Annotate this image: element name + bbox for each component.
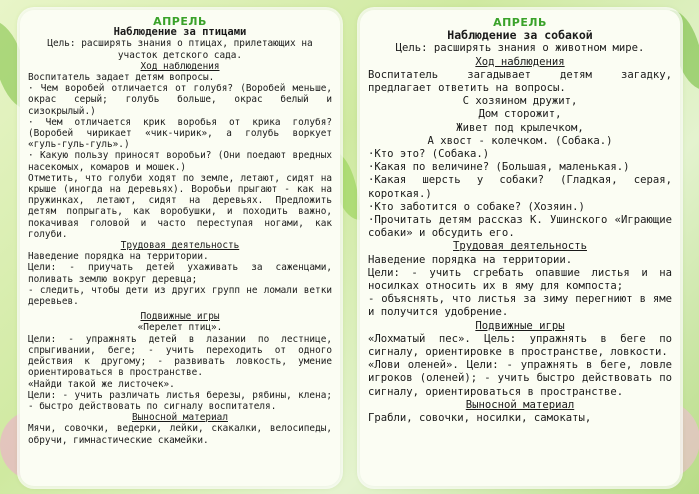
paragraph: - следить, чтобы дети из других групп не ломали ветки деревьев. <box>28 284 332 308</box>
paragraph: «Найди такой же листочек». <box>28 378 175 390</box>
question-item: ·Кто заботится о собаке? (Хозяин.) <box>368 200 585 213</box>
verse-line: А хвост - колечком. (Собака.) <box>427 134 613 147</box>
goal-text: Цель: расширять знания о животном мире. <box>395 42 645 55</box>
verse-line: С хозяином дружит, <box>462 95 578 108</box>
section-heading-games: Подвижные игры <box>140 311 220 323</box>
page-title: Наблюдение за птицами <box>113 26 247 39</box>
paragraph: Цели: - приучать детей ухаживать за саженцами, поливать землю вокруг деревца; <box>28 262 332 285</box>
left-page <box>20 10 340 486</box>
section-heading-work: Трудовая деятельность <box>453 240 587 253</box>
question-item: ·Какая по величине? (Большая, маленькая.) <box>368 161 630 174</box>
question-item: ·Прочитать детям рассказ К. Ушинского «Играющие собаки» и обсудить его. <box>368 214 672 240</box>
section-heading-material: Выносной материал <box>465 398 575 411</box>
paragraph: Цели: - упражнять детей в лазании по лестнице, спрыгивании, беге; - учить переходить от одного действия к другому; - развивать ловкость, умение ориентироваться в пространстве. <box>28 333 332 379</box>
page-title: Наблюдение за собакой <box>447 28 593 43</box>
paragraph: Цели: - учить сгребать опавшие листья и на носилках относить их в яму для компоста; <box>368 266 672 293</box>
question-item: ·Какая шерсть у собаки? (Гладкая, серая, короткая.) <box>368 174 672 200</box>
paragraph: · Чем воробей отличается от голубя? (Воробей меньше, окрас серый; голубь больше, окрас белый и сизокрылый.) <box>28 83 332 117</box>
paragraph: «Перелет птиц». <box>137 322 223 334</box>
section-heading-work: Трудовая деятельность <box>120 240 240 252</box>
paragraph: Воспитатель загадывает детям загадку, предлагает ответить на вопросы. <box>368 68 672 95</box>
paragraph: Грабли, совочки, носилки, самокаты, <box>368 412 592 425</box>
month-label: АПРЕЛЬ <box>153 15 207 28</box>
paragraph: Цели: - учить различать листья березы, рябины, клена; - быстро действовать по сигналу воспитателя. <box>28 389 332 412</box>
paragraph: «Лови оленей». Цели: - упражнять в беге, ловле игроков (оленей); - учить быстро действовать по сигналу, ориентироваться в пространстве. <box>368 359 672 398</box>
verse-line: Дом сторожит, <box>478 108 562 121</box>
paragraph: Отметить, что голуби ходят по земле, летают, сидят на крыше (иногда на деревьях). Воробьи прыгают - как на пружинках, летают, сидят на деревьях. Предложить детям попрыгать, как воробушки, и походить важно, покачивая головой и часто переступая ногами, как голуби. <box>28 172 332 240</box>
paragraph: Мячи, совочки, ведерки, лейки, скакалки, велосипеды, обручи, гимнастические скамейки. <box>28 423 332 446</box>
section-heading-observation: Ход наблюдения <box>140 60 220 72</box>
paragraph: Воспитатель задает детям вопросы. <box>28 72 215 84</box>
paragraph: «Лохматый пес». Цель: упражнять в беге по сигналу, ориентировке в пространстве, ловкости. <box>368 332 672 359</box>
verse-line: Живет под крылечком, <box>456 121 584 134</box>
paragraph: · Чем отличается крик воробья от крика голубя? (Воробей чирикает «чик-чирик», а голубь воркует «гуль-гуль-гуль».) <box>28 116 332 151</box>
right-page <box>360 10 680 486</box>
section-heading-observation: Ход наблюдения <box>475 55 565 68</box>
paragraph: Наведение порядка на территории. <box>28 251 209 263</box>
month-label: АПРЕЛЬ <box>493 16 547 29</box>
section-heading-games: Подвижные игры <box>475 319 565 332</box>
question-item: ·Кто это? (Собака.) <box>368 148 490 161</box>
paragraph: · Какую пользу приносят воробьи? (Они поедают вредных насекомых, комаров и мошек.) <box>28 150 332 173</box>
paragraph: - объяснять, что листья за зиму перегниют в яме и получится удобрение. <box>368 293 672 319</box>
section-heading-material: Выносной материал <box>132 412 228 424</box>
goal-text: Цель: расширять знания о птицах, прилетающих на участок детского сада. <box>47 38 313 61</box>
paragraph: Наведение порядка на территории. <box>368 253 573 266</box>
